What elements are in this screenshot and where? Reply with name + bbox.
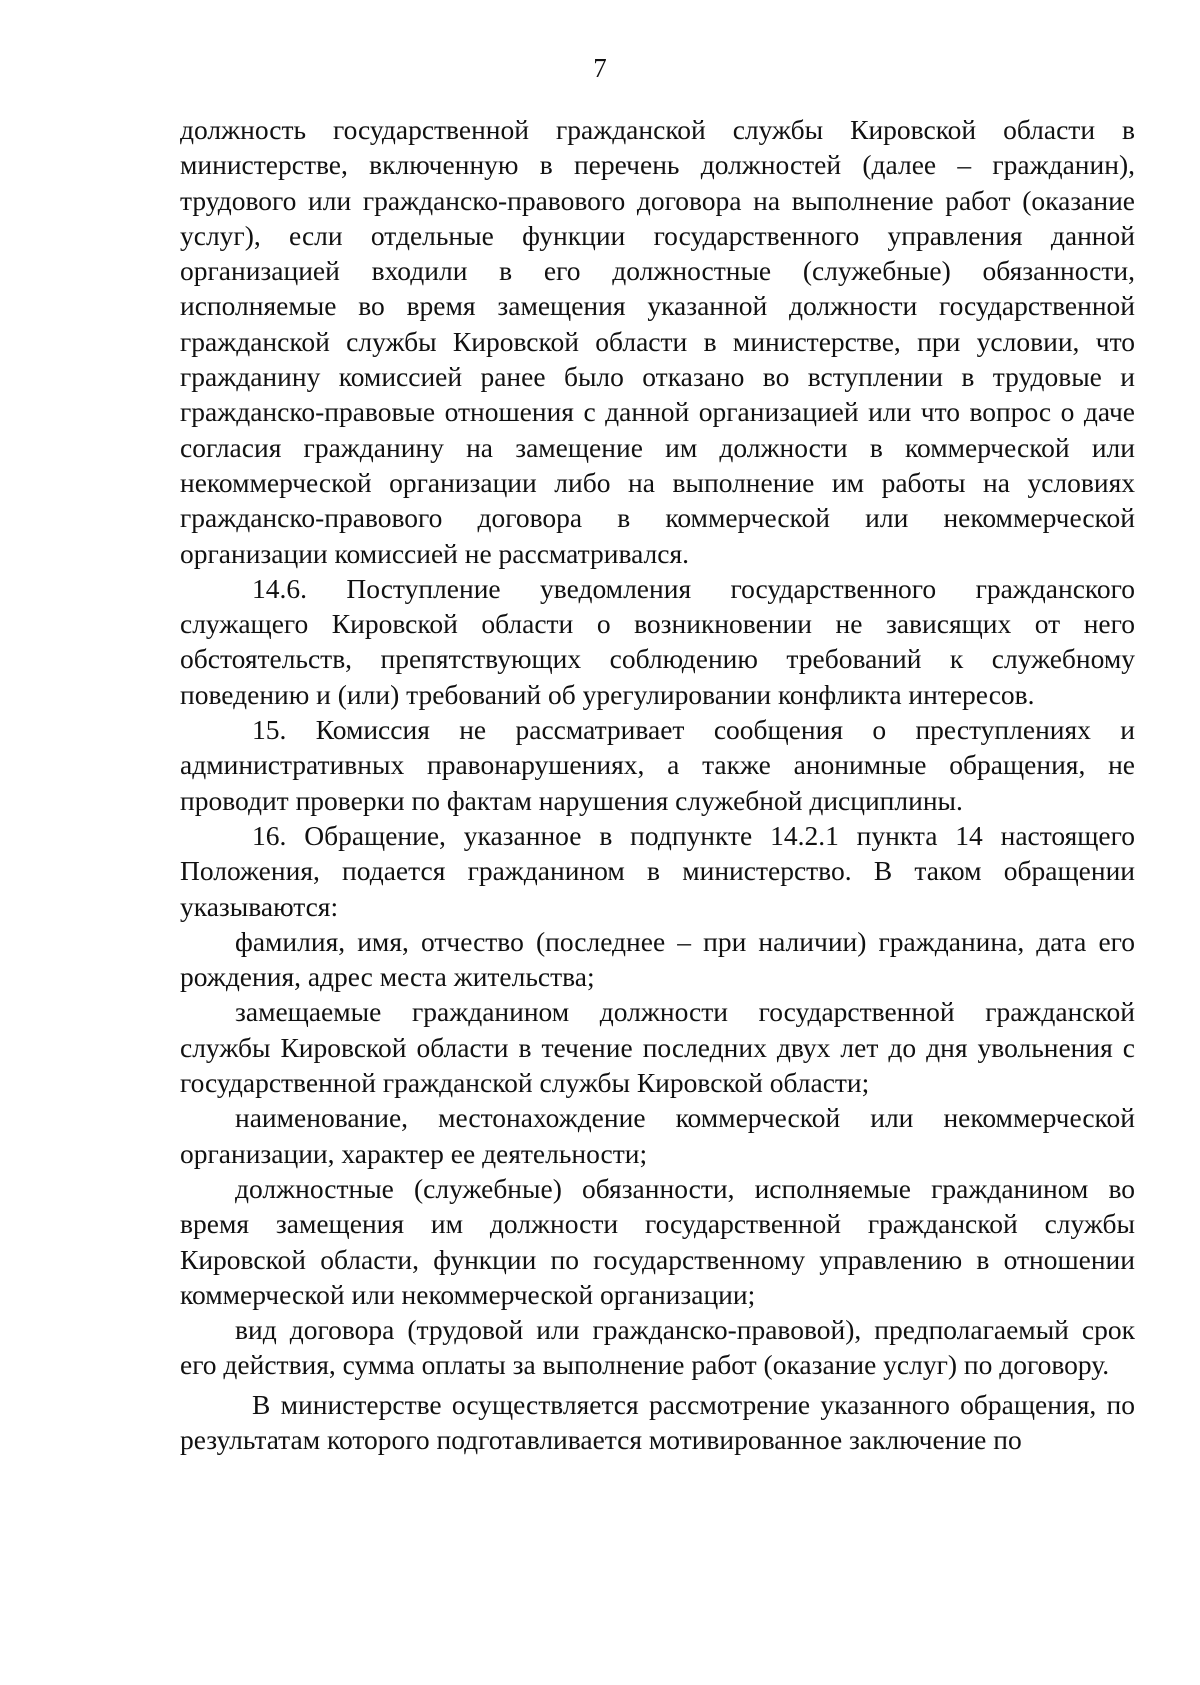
list-item-positions: замещаемые гражданином должности государственной гражданской службы Кировской области в течение последних двух лет до дня увольнения с государственной гражданской службы Кировской области; xyxy=(180,996,1135,1099)
list-item-full-name: фамилия, имя, отчество (последнее – при наличии) гражданина, дата его рождения, адрес места жительства; xyxy=(180,925,1135,993)
paragraph-16: 16. Обращение, указанное в подпункте 14.2.1 пункта 14 настоящего Положения, подается гражданином в министерство. В таком обращении указываются: xyxy=(180,819,1135,922)
paragraph-continuation: должность государственной гражданской службы Кировской области в министерстве, включенную в перечень должностей (далее – гражданин), трудового или гражданско-правового договора на выполнение работ (оказание услуг), если отдельные функции государственного управления данной организацией входили в его должностные (служебные) обязанности, исполняемые во время замещения указанной должности государственной гражданской службы Кировской области в министерстве, при условии, что гражданину комиссией ранее было отказано во вступлении в трудовые и гражданско-правовые отношения с данной организацией или что вопрос о даче согласия гражданину на замещение им должности в коммерческой или некоммерческой организации либо на выполнение им работы на условиях гражданско-правового договора в коммерческой или некоммерческой организации комиссией не рассматривался. xyxy=(180,114,1135,569)
list-item-duties: должностные (служебные) обязанности, исполняемые гражданином во время замещения им должности государственной гражданской службы Кировской области, функции по государственному управлению в отношении коммерческой или некоммерческой организации; xyxy=(180,1172,1135,1310)
paragraph-consideration: В министерстве осуществляется рассмотрение указанного обращения, по результатам которого подготавливается мотивированное заключение по xyxy=(180,1388,1135,1455)
paragraph-15: 15. Комиссия не рассматривает сообщения о преступлениях и административных правонарушениях, а также анонимные обращения, не проводит проверки по фактам нарушения служебной дисциплины. xyxy=(180,714,1135,816)
document-body xyxy=(180,112,1135,1457)
paragraph-14-6: 14.6. Поступление уведомления государственного гражданского служащего Кировской области о возникновении не зависящих от него обстоятельств, препятствующих соблюдению требований к служебному поведению и (или) требований об урегулировании конфликта интересов. xyxy=(180,572,1135,710)
list-item-contract: вид договора (трудовой или гражданско-правовой), предполагаемый срок его действия, сумма оплаты за выполнение работ (оказание услуг) по договору. xyxy=(180,1314,1135,1381)
list-item-organization: наименование, местонахождение коммерческой или некоммерческой организации, характер ее деятельности; xyxy=(180,1102,1135,1169)
page-number: 7 xyxy=(593,53,607,83)
